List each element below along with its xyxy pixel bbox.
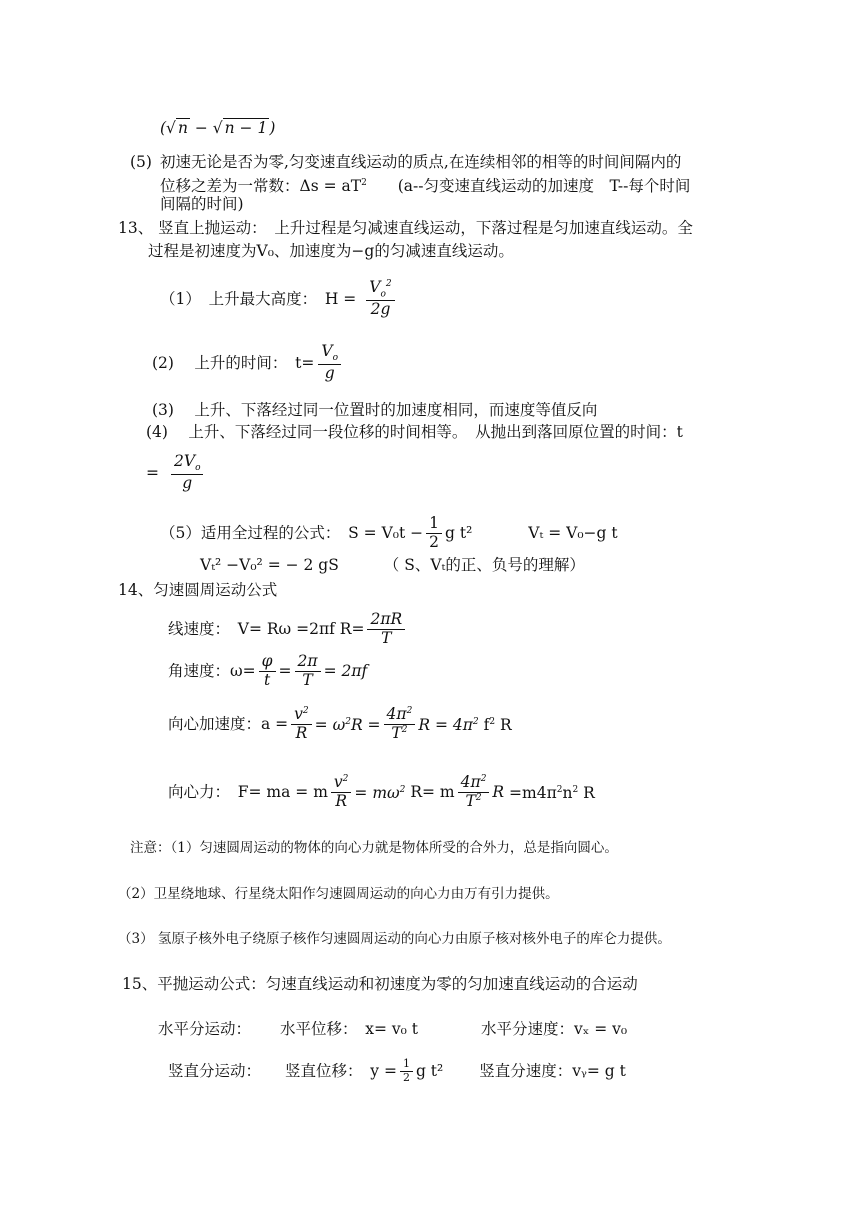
fraction-v2-over-R-force: $\frac{v^2}{R}$ <box>331 774 352 811</box>
rise-time-formula: (2) 上升的时间： t= $\frac{V_o}{g}$ <box>152 338 344 388</box>
full-process-formula: （5）适用全过程的公式： S = V₀t − $\frac{1}{2}$ g t² Vₜ = V₀−g t <box>160 513 618 551</box>
velocity-displacement-formula: Vₜ² −V₀² = − 2 gS （ S、Vₜ的正、负号的理解） <box>200 556 585 574</box>
centripetal-force-formula: 向心力： F= ma = m $\frac{v^2}{R}$ = $m\omega^2$ R= m $\frac{4\pi^2}{T^2}$ R $=m4\pi^2n^2$ R <box>168 772 595 810</box>
item5-line2: 位移之差为一常数：$\Delta s = aT^2$ (a--匀变速直线运动的加速度 T--每个时间 <box>160 177 691 196</box>
linear-velocity-formula: 线速度： V= Rω =2πf R= $\frac{2\pi R}{T}$ <box>168 606 408 652</box>
horizontal-motion-row: 水平分运动： 水平位移： x= v₀ t 水平分速度：vₓ = v₀ <box>158 1020 628 1038</box>
section13-heading-line2: 过程是初速度为V₀、加速度为−g的匀减速直线运动。 <box>148 242 514 260</box>
item5-explanation: (a--匀变速直线运动的加速度 T--每个时间 <box>397 177 691 196</box>
fraction-4pi2-over-T2-force: $\frac{4\pi^2}{T^2}$ <box>458 774 490 811</box>
horizontal-velocity: 水平分速度：vₓ = v₀ <box>480 1020 628 1038</box>
centripetal-acceleration-formula: 向心加速度：a = $\frac{v^2}{R}$ = $\omega^2R$ = $\frac{4\pi^2}{T^2}$ $R = 4\pi^2$ $f^2$ R <box>168 704 512 742</box>
vertical-velocity: 竖直分速度：vᵧ= g t <box>479 1062 626 1080</box>
vertical-motion-row: 竖直分运动： 竖直位移： y = $\frac{1}{2}$ g t² 竖直分速度：vᵧ= g t <box>168 1056 626 1084</box>
section13-heading-line1: 13、 竖直上抛运动： 上升过程是匀减速直线运动，下落过程是匀加速直线运动。全 <box>118 219 693 237</box>
section14-heading: 14、匀速圆周运动公式 <box>118 581 278 599</box>
angular-velocity-formula: 角速度：ω= $\frac{\varphi}{t}$ = $\frac{2\pi}{T}$ = 2πf <box>168 651 368 689</box>
horizontal-displacement: 水平位移： x= v₀ t <box>279 1020 418 1038</box>
fraction-one-half-vertical: $\frac{1}{2}$ <box>400 1058 413 1084</box>
fraction-4pi2-over-T2: $\frac{4\pi^2}{T^2}$ <box>384 706 416 743</box>
note-line1: 注意：（1）匀速圆周运动的物体的向心力就是物体所受的合外力，总是指向圆心。 <box>130 840 618 856</box>
fraction-v2-over-R: $\frac{v^2}{R}$ <box>291 706 312 743</box>
item5-line3: 间隔的时间) <box>160 195 244 213</box>
item3-text: (3) 上升、下落经过同一位置时的加速度相同，而速度等值反向 <box>152 401 598 419</box>
note-line2: （2）卫星绕地球、行星绕太阳作匀速圆周运动的向心力由万有引力提供。 <box>118 886 559 902</box>
total-time-formula: = $\frac{2V_o}{g}$ <box>146 448 206 498</box>
sqrt-expression: (√ n − √ n − 1 ) <box>160 119 276 137</box>
section15-heading: 15、平抛运动公式：匀速直线运动和初速度为零的匀加速直线运动的合运动 <box>122 975 638 993</box>
sign-note: （ S、Vₜ的正、负号的理解） <box>383 556 585 574</box>
fraction-phi-over-t: $\frac{\varphi}{t}$ <box>259 653 276 690</box>
fraction-2piR-over-T: $\frac{2\pi R}{T}$ <box>367 611 405 648</box>
fraction-v0-over-g: $\frac{V_o}{g}$ <box>318 343 341 382</box>
formula-delta-s: 位移之差为一常数：Δs = aT <box>160 177 362 196</box>
fraction-one-half: $\frac{1}{2}$ <box>426 515 442 552</box>
velocity-formula: Vₜ = V₀−g t <box>528 524 618 542</box>
item5-line1: 初速无论是否为零,匀变速直线运动的质点,在连续相邻的相等的时间间隔内的 <box>160 153 682 171</box>
fraction-v0sq-over-2g: $\frac{V_o^2}{2g}$ <box>366 279 394 318</box>
item4-text: (4) 上升、下落经过同一段位移的时间相等。 从抛出到落回原位置的时间：t <box>146 423 683 441</box>
max-height-formula: （1） 上升最大高度： H = $\frac{V_o^2}{2g}$ <box>160 274 398 324</box>
vertical-displacement: 竖直位移： y = <box>285 1062 397 1080</box>
fraction-2v0-over-g: $\frac{2V_o}{g}$ <box>171 453 203 492</box>
item5-number: (5) <box>130 153 152 171</box>
fraction-2pi-over-T: $\frac{2\pi}{T}$ <box>295 653 321 690</box>
note-line3: （3） 氢原子核外电子绕原子核作匀速圆周运动的向心力由原子核对核外电子的库仑力提供。 <box>118 931 671 947</box>
